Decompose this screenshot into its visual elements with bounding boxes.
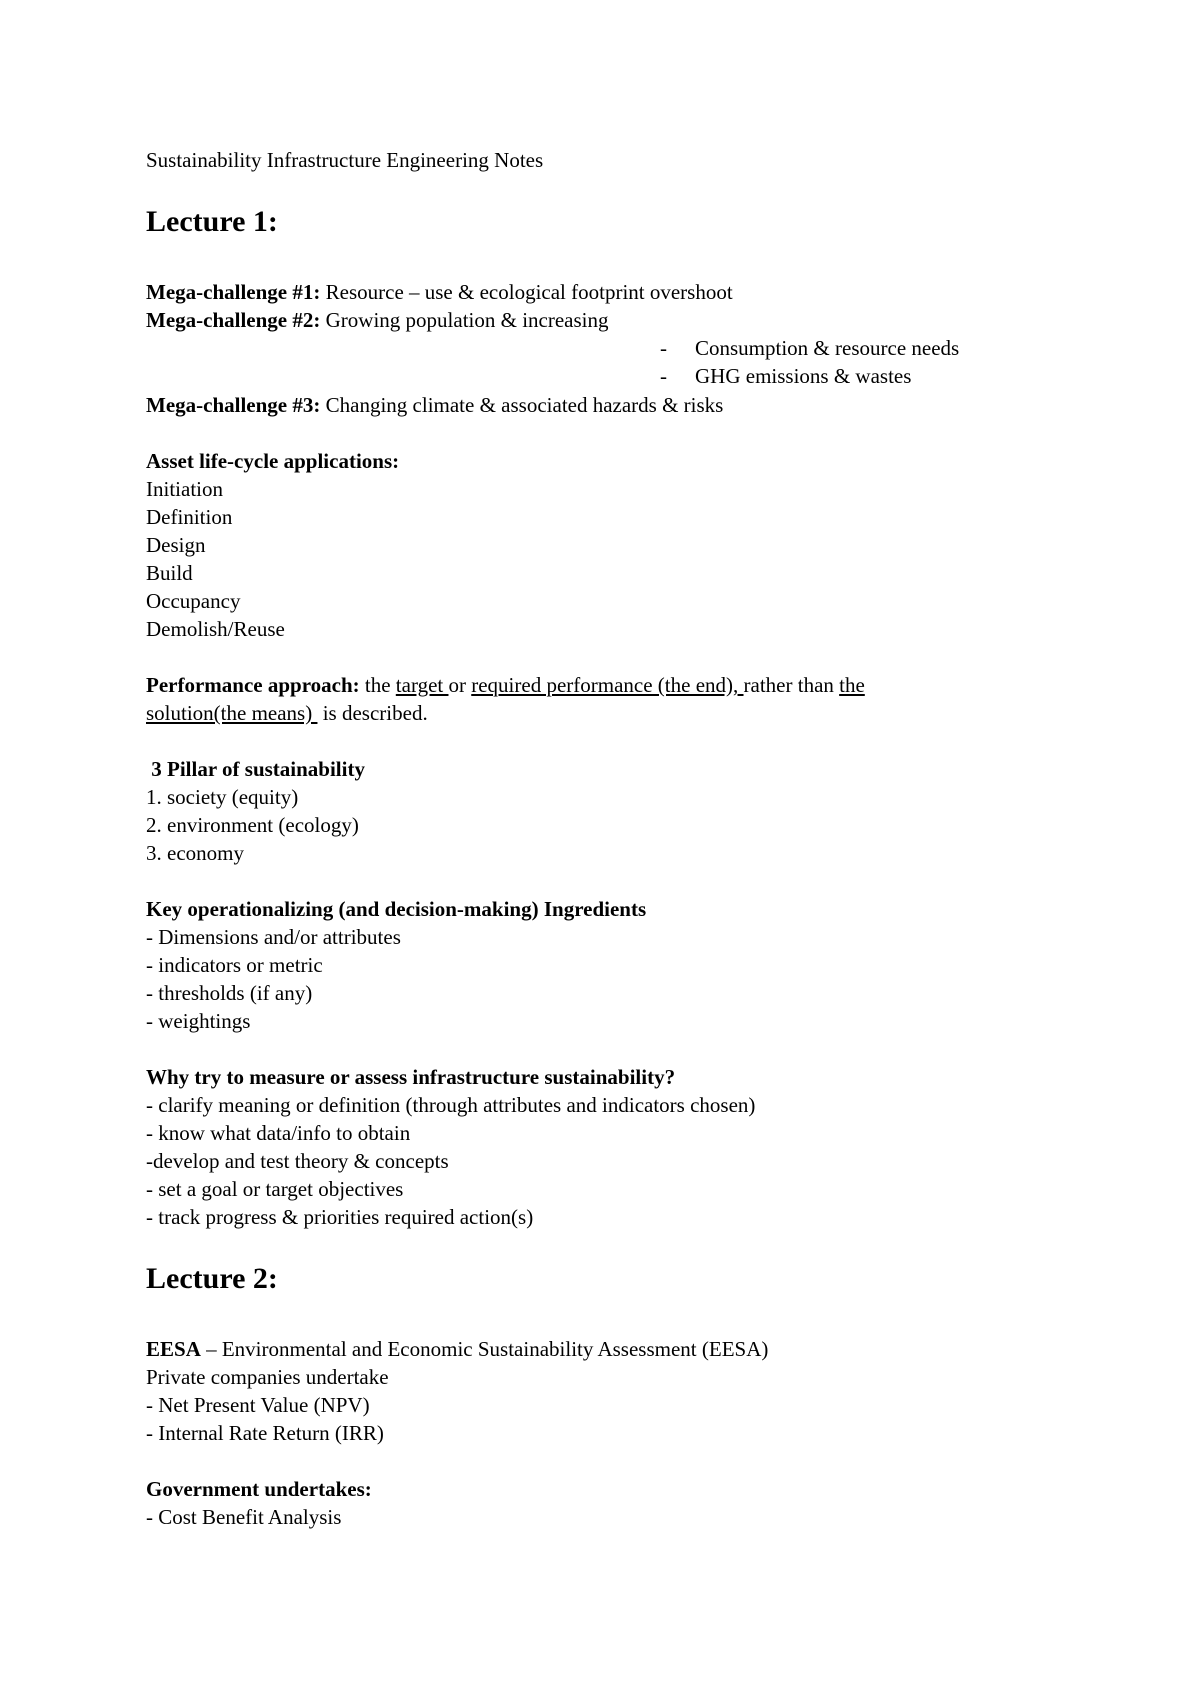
ingredient-item: - thresholds (if any) <box>146 981 313 1005</box>
mega-challenge-1-label: Mega-challenge #1: <box>146 280 321 304</box>
pillars-heading-text: 3 Pillar of sustainability <box>146 757 365 781</box>
performance-text: the <box>359 673 396 697</box>
mega-challenge-1-text: Resource – use & ecological footprint overshoot <box>320 280 733 304</box>
why-item: -develop and test theory & concepts <box>146 1149 449 1173</box>
performance-text: rather than <box>743 673 840 697</box>
asset-lifecycle-heading-text: Asset life-cycle applications: <box>146 449 400 473</box>
performance-underline: the <box>839 673 865 697</box>
mega-challenge-3 <box>146 391 723 419</box>
asset-item: Definition <box>146 505 233 529</box>
performance-text: is described. <box>317 701 428 725</box>
bullet-text: Consumption & resource needs <box>695 336 960 360</box>
ingredients-heading <box>146 895 646 923</box>
mega-challenge-3-text: Changing climate & associated hazards & risks <box>320 393 724 417</box>
why-item: - know what data/info to obtain <box>146 1121 411 1145</box>
performance-approach-line-1 <box>146 671 865 699</box>
private-item: - Internal Rate Return (IRR) <box>146 1421 384 1445</box>
eesa-text: – Environmental and Economic Sustainability Assessment (EESA) <box>200 1337 769 1361</box>
why-measure-heading <box>146 1063 675 1091</box>
mega-challenge-2-text: Growing population & increasing <box>320 308 609 332</box>
government-heading <box>146 1475 372 1503</box>
document-title: Sustainability Infrastructure Engineering Notes <box>146 148 544 172</box>
performance-text: or <box>448 673 472 697</box>
asset-item: Build <box>146 561 193 585</box>
private-item: - Net Present Value (NPV) <box>146 1393 370 1417</box>
asset-item: Occupancy <box>146 589 241 613</box>
pillar-item: 3. economy <box>146 841 244 865</box>
why-item: - track progress & priorities required action(s) <box>146 1205 534 1229</box>
ingredient-item: - indicators or metric <box>146 953 323 977</box>
why-measure-heading-text: Why try to measure or assess infrastructure sustainability? <box>146 1065 676 1089</box>
bullet-dash: - <box>660 364 667 388</box>
performance-underline: solution(the means) <box>146 701 318 725</box>
ingredient-item: - weightings <box>146 1009 251 1033</box>
asset-item: Design <box>146 533 206 557</box>
performance-underline: required performance (the end), <box>471 673 744 697</box>
mega-challenge-2-label: Mega-challenge #2: <box>146 308 321 332</box>
government-heading-text: Government undertakes: <box>146 1477 372 1501</box>
pillar-item: 1. society (equity) <box>146 785 299 809</box>
ingredients-heading-text: Key operationalizing (and decision-making) Ingredients <box>146 897 647 921</box>
government-item: - Cost Benefit Analysis <box>146 1505 342 1529</box>
mega-challenge-2 <box>146 306 609 334</box>
bullet-dash: - <box>660 336 667 360</box>
eesa-label: EESA <box>146 1337 201 1361</box>
private-companies-heading: Private companies undertake <box>146 1365 389 1389</box>
performance-approach-label: Performance approach: <box>146 673 360 697</box>
pillar-item: 2. environment (ecology) <box>146 813 359 837</box>
performance-approach-line-2 <box>146 699 428 727</box>
asset-lifecycle-heading <box>146 447 399 475</box>
bullet-text: GHG emissions & wastes <box>695 364 912 388</box>
pillars-heading <box>146 755 365 783</box>
performance-underline: target <box>395 673 449 697</box>
eesa-line <box>146 1335 768 1363</box>
lecture-2-heading: Lecture 2: <box>146 1262 278 1295</box>
asset-item: Initiation <box>146 477 223 501</box>
lecture-1-heading: Lecture 1: <box>146 205 278 238</box>
asset-item: Demolish/Reuse <box>146 617 285 641</box>
mega-challenge-1 <box>146 278 733 306</box>
mega-challenge-3-label: Mega-challenge #3: <box>146 393 321 417</box>
ingredient-item: - Dimensions and/or attributes <box>146 925 401 949</box>
why-item: - clarify meaning or definition (through attributes and indicators chosen) <box>146 1093 756 1117</box>
why-item: - set a goal or target objectives <box>146 1177 404 1201</box>
